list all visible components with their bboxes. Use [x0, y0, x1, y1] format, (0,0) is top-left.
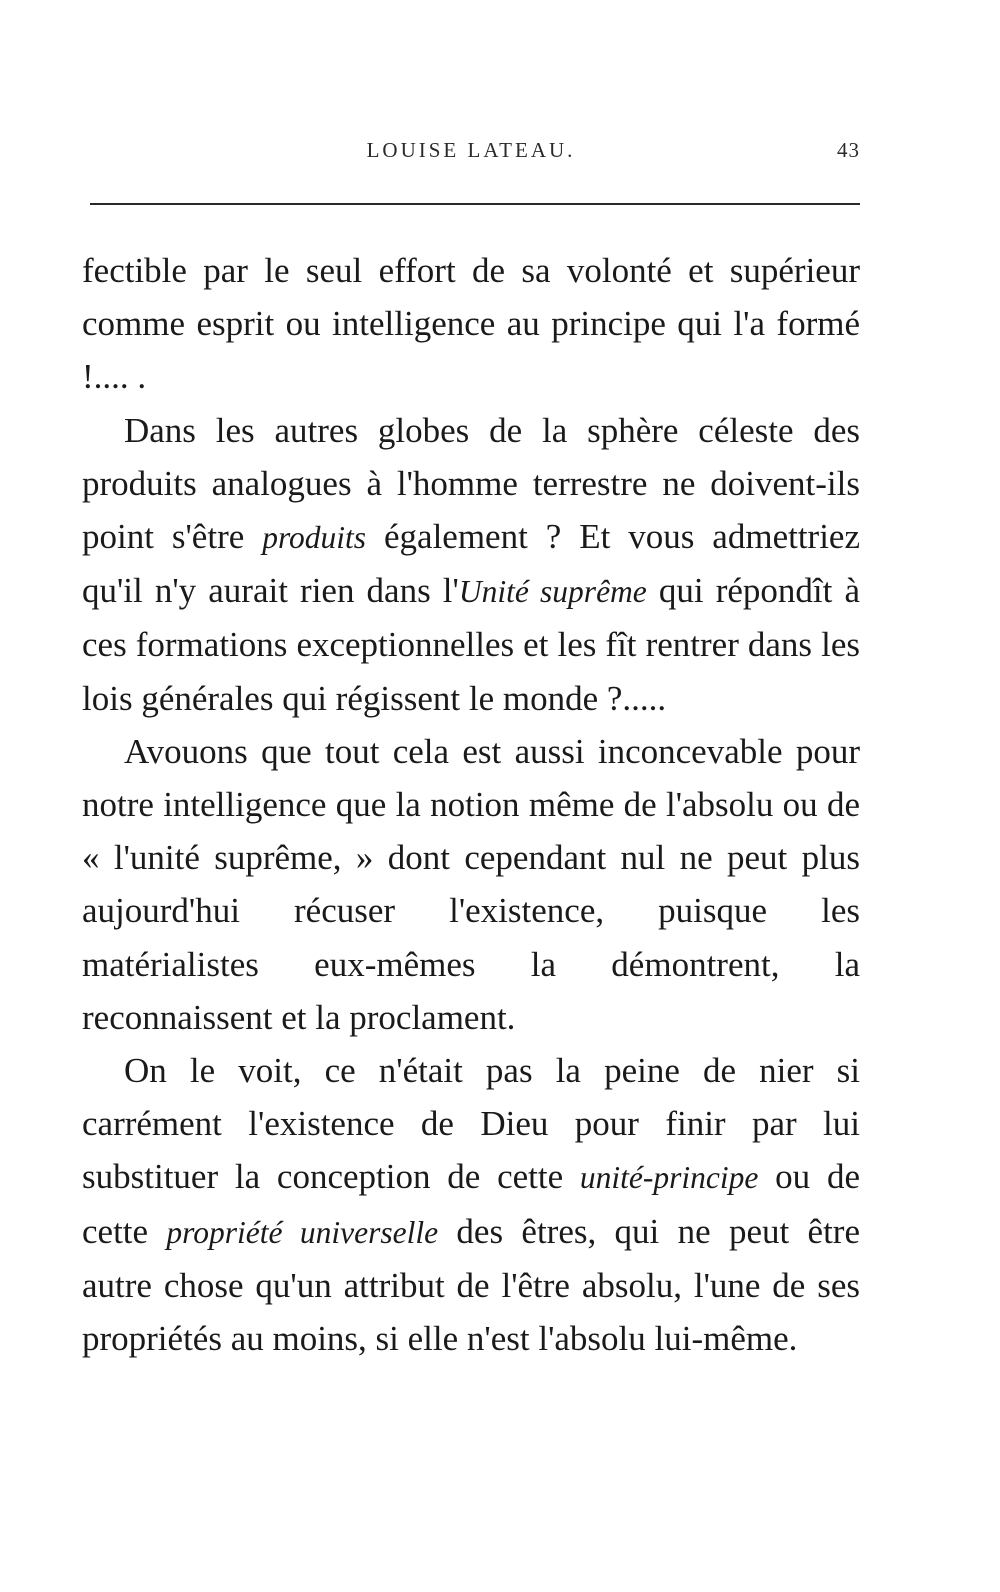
italic-phrase: Unité suprême	[458, 574, 647, 610]
running-head	[82, 138, 860, 168]
text-segment: qui répondît à ces formations exceptionnelles et les fît rentrer dans les lois générales qui régissent le monde ?.....	[82, 571, 860, 718]
text-segment: fectible par le seul effort de sa volonté et supérieur comme esprit ou intelligence au principe qui l'a formé !.... .	[82, 251, 860, 397]
text-segment: Avouons que tout cela est aussi inconcevable pour notre intelligence que la notion même de l'absolu ou de « l'unité suprême, » dont cependant nul ne peut plus aujourd'hui récuser l'existence, puisque les matérialistes eux-mêmes la démontrent, la reconnaissent et la proclament.	[82, 731, 860, 1037]
text-segment: également ? Et vous admettriez qu'il n'y aurait rien dans l'	[82, 517, 860, 611]
paragraph	[82, 244, 860, 404]
italic-phrase: propriété universelle	[166, 1214, 439, 1250]
running-title: LOUISE LATEAU.	[366, 138, 576, 162]
page-number: 43	[837, 138, 860, 162]
header-rule	[90, 203, 860, 205]
paragraph	[82, 725, 860, 1044]
paragraph	[82, 1044, 860, 1365]
book-page	[82, 0, 860, 1592]
text-segment: On le voit, ce n'était pas la peine de nier si carrément l'existence de Dieu pour finir par lui substituer la conception de cette	[82, 1051, 860, 1197]
body-text	[82, 244, 860, 1365]
italic-phrase: unité-principe	[579, 1160, 759, 1196]
italic-phrase: produits	[262, 520, 367, 556]
text-segment: ou de cette	[82, 1157, 860, 1251]
text-segment: des êtres, qui ne peut être autre chose qu'un attribut de l'être absolu, l'une de ses propriétés au moins, si elle n'est l'absolu lui-même.	[82, 1211, 860, 1359]
text-segment: Dans les autres globes de la sphère céleste des produits analogues à l'homme terrestre ne doivent-ils point s'être	[82, 410, 860, 557]
paragraph	[82, 404, 860, 725]
